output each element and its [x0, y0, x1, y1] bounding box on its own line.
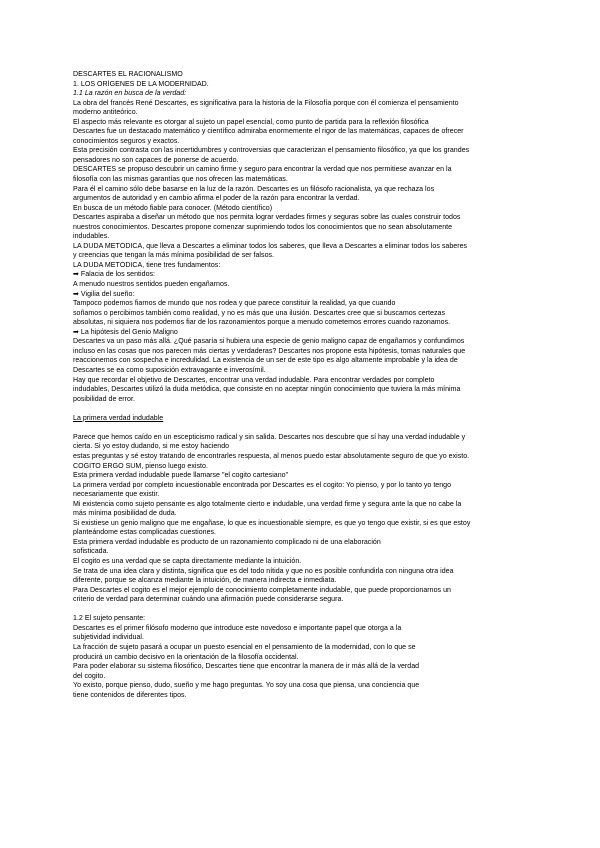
text-line: argumentos de autoridad y en cambio afirma el poder de la razón para encontrar la verdad.: [73, 195, 360, 203]
text-line: La primera verdad por completo incuestionable encontrada por Descartes es el cogito: Yo pienso, y por lo tanto yo tengo: [73, 481, 452, 489]
spacer: [73, 404, 556, 414]
text-line: Tampoco podemos fiarnos de mundo que nos rodea y que parece constituir la realidad, ya que cuando: [73, 300, 396, 308]
text-line: criterio de verdad para determinar cuándo una afirmación puede considerarse segura.: [73, 596, 344, 604]
text-line: 1.1 La razón en busca de la verdad:: [73, 90, 187, 98]
text-line: planteándome estas complicadas cuestiones.: [73, 529, 217, 537]
text-line: El cogito es una verdad que se capta directamente mediante la intuición.: [73, 557, 302, 565]
text-line: LA DUDA METÓDICA, tiene tres fundamentos:: [73, 261, 221, 269]
text-line: Esta precisión contrasta con las incertidumbres y controversias que caracterizan el pensamiento filosófico, ya que los grandes: [73, 147, 470, 155]
text-line: diferente, porque se alcanza mediante la intuición, de manera indirecta e inmediata.: [73, 577, 337, 585]
text-line: pensadores no son capaces de ponerse de acuerdo.: [73, 156, 239, 164]
text-line: La obra del francés René Descartes, es significativa para la historia de la Filosofía porque con él comienza el pensamiento: [73, 99, 459, 107]
text-line: Descartes aspiraba a diseñar un método que nos permita lograr verdades firmes y seguras sobre las cuales construir todos: [73, 214, 461, 222]
text-line: Mi existencia como sujeto pensante es algo totalmente cierto e indudable, una verdad firme y segura ante la que no cabe la: [73, 500, 462, 508]
text-line: Hay que recordar el objetivo de Descartes, encontrar una verdad indudable. Para encontrar verdades por completo: [73, 376, 435, 384]
text-line: En busca de un método fiable para conocer. (Método científico): [73, 204, 273, 212]
text-line: El aspecto más relevante es otorgar al sujeto un papel esencial, como punto de partida para la reflexión filosófica: [73, 118, 429, 126]
text-line: indudables, Descartes utilizó la duda metódica, que consiste en no aceptar ningún conocimiento que tuviera la más mínima: [73, 386, 461, 394]
text-line: nuestros conocimientos. Descartes propone comenzar suprimiendo todos los conocimientos que no sean absolutamente: [73, 223, 453, 231]
section-title-first-truth: La primera verdad indudable: [73, 414, 164, 422]
text-line: absolutas, ni siquiera nos podemos fiar de los razonamientos porque a menudo cometemos errores cuando razonamos.: [73, 319, 451, 327]
text-line: tiene contenidos de diferentes tipos.: [73, 691, 187, 699]
text-line: DESCARTES se propuso descubrir un camino firme y seguro para encontrar la verdad que nos permitiese avanzar en la: [73, 166, 452, 174]
text-line: incluso en las cosas que nos parecen más ciertas y verdaderas? Descartes nos propone esta hipótesis, tomas naturales que: [73, 347, 466, 355]
text-line: Parece que hemos caído en un escepticismo radical y sin salida. Descartes nos descubre que sí hay una verdad indudable y: [73, 433, 466, 441]
text-line: del cogito.: [73, 672, 106, 680]
text-line: moderno antiteórico.: [73, 109, 138, 117]
text-line: conocimientos seguros y exactos.: [73, 137, 180, 145]
text-line: 1. LOS ORÍGENES DE LA MODERNIDAD.: [73, 80, 209, 88]
text-line: Para él el camino sólo debe basarse en la luz de la razón. Descartes es un filósofo racionalista, ya que rechaza los: [73, 185, 435, 193]
text-line: Descartes se ea como suposición extravagante e inverosímil.: [73, 366, 266, 374]
text-line: sofisticada.: [73, 548, 109, 556]
text-line: Esta primera verdad indudable es producto de un razonamiento complicado ni de una elaboración: [73, 538, 381, 546]
text-line: La fracción de sujeto pasará a ocupar un puesto esencial en el pensamiento de la modernidad, con lo que se: [73, 643, 416, 651]
text-line: soñamos o percibimos también como realidad, y no es más que una ilusión. Descartes cree que si buscamos certezas: [73, 309, 445, 317]
text-line: producirá un cambio decisivo en la orientación de la filosofía occidental.: [73, 653, 299, 661]
text-line: y creencias que tengan la más mínima posibilidad de ser falsos.: [73, 252, 275, 260]
text-line: Se trata de una idea clara y distinta, significa que es del todo nítida y que no es posible confundirla con ninguna otra idea: [73, 567, 454, 575]
text-line: 1.2 El sujeto pensante:: [73, 615, 146, 623]
text-line: ➡ Vigilia del sueño:: [73, 290, 135, 298]
spacer: [73, 605, 556, 615]
text-line: ➡ Falacia de los sentidos:: [73, 271, 156, 279]
text-line: Para Descartes el cogito es el mejor ejemplo de conocimiento completamente indudable, que puede proporcionarnos un: [73, 586, 451, 594]
text-line: Esta primera verdad indudable puede llamarse "el cogito cartesiano": [73, 472, 289, 480]
text-line: Si existiese un genio maligno que me engañase, lo que es incuestionable siempre, es que yo tengo que existir, si es que estoy: [73, 519, 471, 527]
text-line: ➡ La hipótesis del Genio Maligno: [73, 328, 178, 336]
text-line: Descartes es el primer filósofo moderno que introduce este novedoso e importante papel que otorga a la: [73, 624, 402, 632]
text-line: Yo existo, porque pienso, dudo, sueño y me hago preguntas. Yo soy una cosa que piensa, una conciencia que: [73, 682, 420, 690]
text-line: cierta. Si yo estoy dudando, si me estoy haciendo: [73, 443, 230, 451]
text-line: filosofía con las mismas garantías que nos ofrecen las matemáticas.: [73, 176, 288, 184]
text-line: A menudo nuestros sentidos pueden engañarnos.: [73, 281, 230, 289]
text-line: DESCARTES EL RACIONALISMO: [73, 71, 183, 78]
text-line: LA DUDA METÓDICA, que lleva a Descartes a eliminar todos los saberes, que lleva a Descartes a eliminar todos los saberes: [73, 242, 468, 250]
text-line: Descartes fue un destacado matemático y científico admiraba enormemente el rigor de las matemáticas, capaces de ofrecer: [73, 128, 464, 136]
text-line: indudables.: [73, 233, 110, 241]
text-line: COGITO ERGO SUM, pienso luego existo.: [73, 462, 208, 470]
section-thinking-subject: [73, 614, 556, 700]
text-line: subjetividad individual.: [73, 634, 144, 642]
section-origins: [73, 70, 556, 404]
text-line: necesariamente que existir.: [73, 491, 160, 499]
text-line: estas preguntas y sé estoy tratando de encontrarles respuesta, al menos puedo estar absolutamente seguro de que yo existo.: [73, 452, 470, 460]
text-line: reaccionemos con sospecha e incredulidad. La existencia de un ser de este tipo es algo altamente improbable y la idea de: [73, 357, 458, 365]
spacer: [73, 423, 556, 433]
section-first-truth: [73, 433, 556, 605]
text-line: posibilidad de error.: [73, 395, 135, 403]
text-line: más mínima posibilidad de duda.: [73, 510, 177, 518]
text-line: Descartes va un paso más allá. ¿Qué pasaría si hubiera una especie de genio maligno capaz de engañarnos y confundirnos: [73, 338, 465, 346]
text-line: Para poder elaborar su sistema filosófico, Descartes tiene que encontrar la manera de ir más allá de la verdad: [73, 663, 420, 671]
